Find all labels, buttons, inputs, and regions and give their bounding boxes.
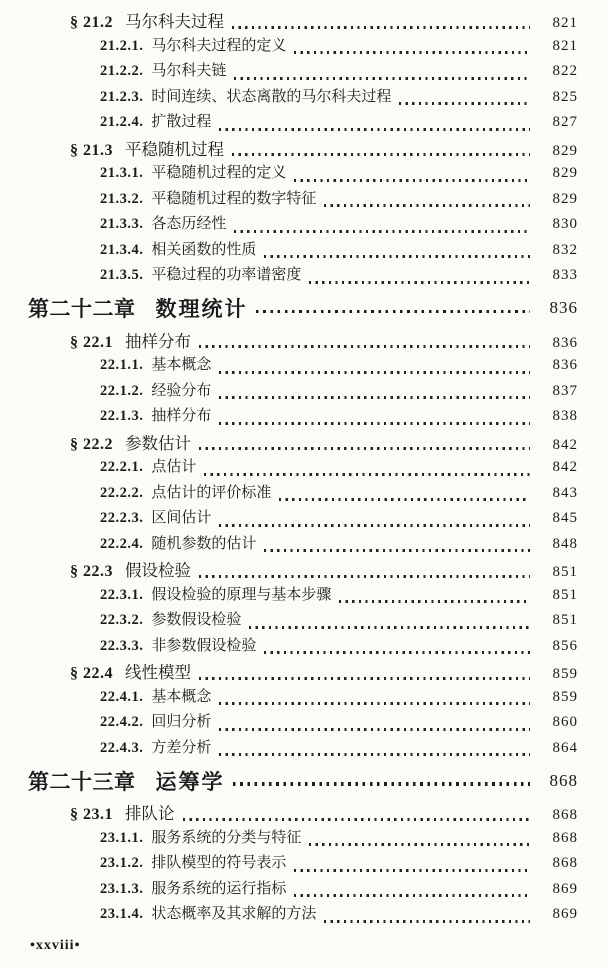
toc-entry (28, 85, 578, 111)
toc-entry-title: 平稳随机过程的数字特征 (151, 190, 317, 207)
toc-entry (28, 110, 578, 136)
toc-entry-number: 22.3.3. (100, 637, 144, 654)
folio-page-number: •xxviii• (30, 938, 81, 953)
toc-entry-title: 排队模型的符号表示 (151, 855, 287, 871)
toc-entry-number: § 21.3 (70, 141, 113, 159)
toc-entry (28, 583, 578, 609)
toc-entry-page: 837 (552, 382, 578, 399)
dot-leader (199, 345, 530, 348)
toc-entry-number: 23.1.1. (100, 829, 144, 846)
toc-entry-number: 22.2.2. (100, 484, 144, 501)
toc-entry-number: § 22.4 (70, 665, 113, 682)
toc-entry-title: 服务系统的分类与特征 (151, 829, 302, 846)
toc-entry-number: 21.3.5. (100, 267, 144, 283)
toc-entry-title: 抽样分布 (151, 408, 212, 424)
toc-entry-number: 22.2.1. (100, 459, 144, 475)
toc-entry-title: 马尔科夫链 (151, 63, 227, 79)
dot-leader (183, 818, 531, 821)
toc-entry-number: 22.1.1. (100, 357, 144, 373)
toc-entry-page: 821 (552, 15, 578, 31)
toc-entry-number: 23.1.2. (100, 855, 144, 871)
toc-entry-title: 状态概率及其求解的方法 (151, 906, 317, 922)
toc-entry-page: 836 (549, 298, 578, 317)
dot-leader (199, 575, 530, 578)
toc-entry-number: § 22.1 (70, 333, 113, 351)
toc-entry (28, 902, 578, 928)
toc-entry (28, 736, 578, 762)
dot-leader (219, 702, 530, 705)
toc-entry-number: 21.3.3. (100, 216, 144, 232)
toc-entry-page: 822 (552, 63, 578, 79)
toc-entry-page: 829 (552, 190, 578, 207)
toc-entry-number: 22.4.1. (100, 688, 144, 705)
dot-leader (324, 204, 530, 207)
toc-entry-page: 859 (552, 666, 578, 682)
toc-entry-title: 经验分布 (151, 382, 212, 399)
dot-leader (264, 549, 530, 552)
toc-entry-page: 848 (552, 535, 578, 552)
toc-entry-title: 参数假设检验 (151, 612, 242, 628)
toc-entry (28, 8, 578, 34)
toc-entry-title: 基本概念 (151, 688, 212, 705)
dot-leader (279, 498, 530, 501)
dot-leader (294, 51, 530, 54)
toc-entry-number: 21.2.4. (100, 114, 144, 130)
toc-entry (28, 851, 578, 877)
dot-leader (219, 128, 530, 131)
toc-entry-number: 21.3.2. (100, 190, 144, 207)
toc-entry-page: 825 (552, 88, 578, 105)
toc-entry (28, 557, 578, 583)
toc-entry-number: 21.2.2. (100, 63, 144, 79)
dot-leader (256, 310, 531, 313)
toc-entry-page: 868 (549, 770, 578, 790)
toc-entry-number: 21.2.1. (100, 37, 144, 54)
toc-entry-number: 22.2.3. (100, 510, 144, 526)
toc-entry (28, 289, 578, 328)
toc-entry-number: 22.4.3. (100, 739, 144, 756)
toc-entry-number: 22.3.2. (100, 612, 144, 628)
toc-entry-title: 假设检验 (125, 561, 191, 580)
toc-list (28, 8, 578, 928)
toc-entry-title: 扩散过程 (151, 114, 212, 130)
toc-entry-number: 23.1.3. (100, 880, 144, 897)
toc-entry-number: 22.1.3. (100, 408, 144, 424)
toc-entry (28, 379, 578, 405)
toc-entry-number: 21.2.3. (100, 88, 144, 105)
toc-entry-title: 点估计 (151, 459, 197, 475)
toc-entry-page: 842 (552, 459, 578, 475)
dot-leader (264, 255, 530, 258)
toc-entry-page: 821 (552, 37, 578, 54)
dot-leader (232, 153, 530, 156)
toc-entry-title: 回归分析 (151, 714, 212, 730)
toc-entry-page: 868 (552, 855, 578, 871)
toc-entry (28, 608, 578, 634)
toc-entry-page: 838 (552, 408, 578, 424)
dot-leader (219, 728, 530, 731)
dot-leader (324, 920, 530, 923)
toc-entry (28, 430, 578, 456)
dot-leader (219, 524, 530, 527)
dot-leader (309, 843, 530, 846)
toc-entry-number: 21.3.1. (100, 165, 144, 181)
dot-leader (199, 677, 530, 680)
toc-entry-title: 抽样分布 (125, 331, 191, 351)
toc-entry (28, 532, 578, 558)
toc-entry-number: 21.3.4. (100, 241, 144, 258)
toc-entry-title: 相关函数的性质 (151, 241, 257, 258)
toc-entry (28, 212, 578, 238)
dot-leader (232, 26, 530, 29)
toc-entry-page: 851 (552, 586, 578, 603)
toc-entry (28, 455, 578, 481)
toc-entry-page: 829 (552, 165, 578, 181)
toc-entry-number: 第二十二章 (28, 297, 136, 321)
toc-entry (28, 710, 578, 736)
dot-leader (264, 651, 530, 654)
dot-leader (234, 230, 530, 233)
toc-entry (28, 34, 578, 60)
toc-entry-title: 点估计的评价标准 (151, 484, 272, 501)
dot-leader (233, 782, 531, 785)
dot-leader (294, 894, 530, 897)
toc-entry-number: § 22.3 (70, 563, 113, 580)
toc-entry-number: 22.4.2. (100, 714, 144, 730)
dot-leader (219, 371, 530, 374)
toc-entry-title: 随机参数的估计 (151, 535, 257, 552)
toc-entry-page: 851 (552, 612, 578, 628)
toc-entry-title: 数理统计 (155, 297, 248, 321)
toc-entry (28, 136, 578, 162)
dot-leader (219, 422, 530, 425)
toc-entry (28, 659, 578, 685)
dot-leader (339, 600, 530, 603)
toc-entry (28, 238, 578, 264)
toc-entry-title: 服务系统的运行指标 (151, 880, 287, 897)
dot-leader (309, 281, 530, 284)
toc-entry-page: 836 (552, 357, 578, 373)
toc-entry (28, 328, 578, 354)
toc-entry-page: 864 (552, 739, 578, 756)
toc-entry-page: 868 (552, 829, 578, 846)
toc-entry-number: 第二十三章 (28, 769, 136, 794)
dot-leader (294, 179, 530, 182)
toc-entry-page: 833 (552, 267, 578, 283)
toc-entry (28, 263, 578, 289)
toc-entry-page: 832 (552, 241, 578, 258)
dot-leader (204, 473, 530, 476)
toc-entry-page: 860 (552, 714, 578, 730)
toc-entry-page: 869 (552, 906, 578, 922)
toc-entry-page: 843 (552, 484, 578, 501)
toc-entry-page: 851 (552, 564, 578, 580)
toc-entry-page: 859 (552, 688, 578, 705)
toc-entry-page: 868 (552, 807, 578, 823)
dot-leader (219, 753, 530, 756)
toc-entry-title: 假设检验的原理与基本步骤 (151, 586, 332, 603)
toc-entry-title: 马尔科夫过程 (125, 12, 224, 31)
dot-leader (199, 447, 530, 450)
toc-entry-title: 各态历经性 (151, 216, 227, 232)
toc-entry-title: 排队论 (125, 804, 175, 823)
toc-entry-title: 非参数假设检验 (151, 637, 257, 654)
toc-entry (28, 161, 578, 187)
toc-entry-page: 869 (552, 880, 578, 897)
toc-entry (28, 481, 578, 507)
toc-entry-title: 平稳过程的功率谱密度 (151, 267, 302, 283)
toc-entry-title: 线性模型 (125, 663, 191, 682)
toc-entry-page: 830 (552, 216, 578, 232)
toc-entry-page: 842 (552, 436, 578, 453)
toc-entry-number: 23.1.4. (100, 906, 144, 922)
toc-entry (28, 800, 578, 826)
toc-entry (28, 826, 578, 852)
toc-entry-page: 827 (552, 114, 578, 130)
toc-entry (28, 685, 578, 711)
toc-entry-number: § 22.2 (70, 435, 113, 453)
toc-entry (28, 353, 578, 379)
toc-entry-page: 836 (552, 334, 578, 351)
toc-entry (28, 761, 578, 800)
toc-entry-title: 马尔科夫过程的定义 (151, 37, 287, 54)
toc-entry (28, 506, 578, 532)
toc-entry-title: 参数估计 (125, 433, 191, 453)
toc-entry-page: 845 (552, 510, 578, 526)
toc-entry-title: 运筹学 (155, 769, 225, 794)
toc-entry (28, 877, 578, 903)
dot-leader (234, 77, 530, 80)
toc-entry-page: 856 (552, 637, 578, 654)
toc-entry-page: 829 (552, 142, 578, 159)
toc-entry-title: 区间估计 (151, 510, 212, 526)
dot-leader (219, 396, 530, 399)
toc-entry-number: 22.1.2. (100, 382, 144, 399)
toc-entry-title: 基本概念 (151, 357, 212, 373)
dot-leader (399, 102, 530, 105)
dot-leader (294, 869, 530, 872)
toc-entry (28, 634, 578, 660)
toc-entry-number: 22.2.4. (100, 535, 144, 552)
toc-entry (28, 59, 578, 85)
toc-entry-title: 平稳随机过程 (125, 139, 224, 159)
toc-entry-title: 平稳随机过程的定义 (151, 165, 287, 181)
toc-entry (28, 187, 578, 213)
toc-entry-number: § 21.2 (70, 14, 113, 31)
dot-leader (249, 626, 530, 629)
toc-entry-number: § 23.1 (70, 806, 113, 823)
toc-entry-title: 方差分析 (151, 739, 212, 756)
toc-entry-number: 22.3.1. (100, 586, 144, 603)
toc-entry (28, 404, 578, 430)
toc-entry-title: 时间连续、状态离散的马尔科夫过程 (151, 88, 392, 105)
